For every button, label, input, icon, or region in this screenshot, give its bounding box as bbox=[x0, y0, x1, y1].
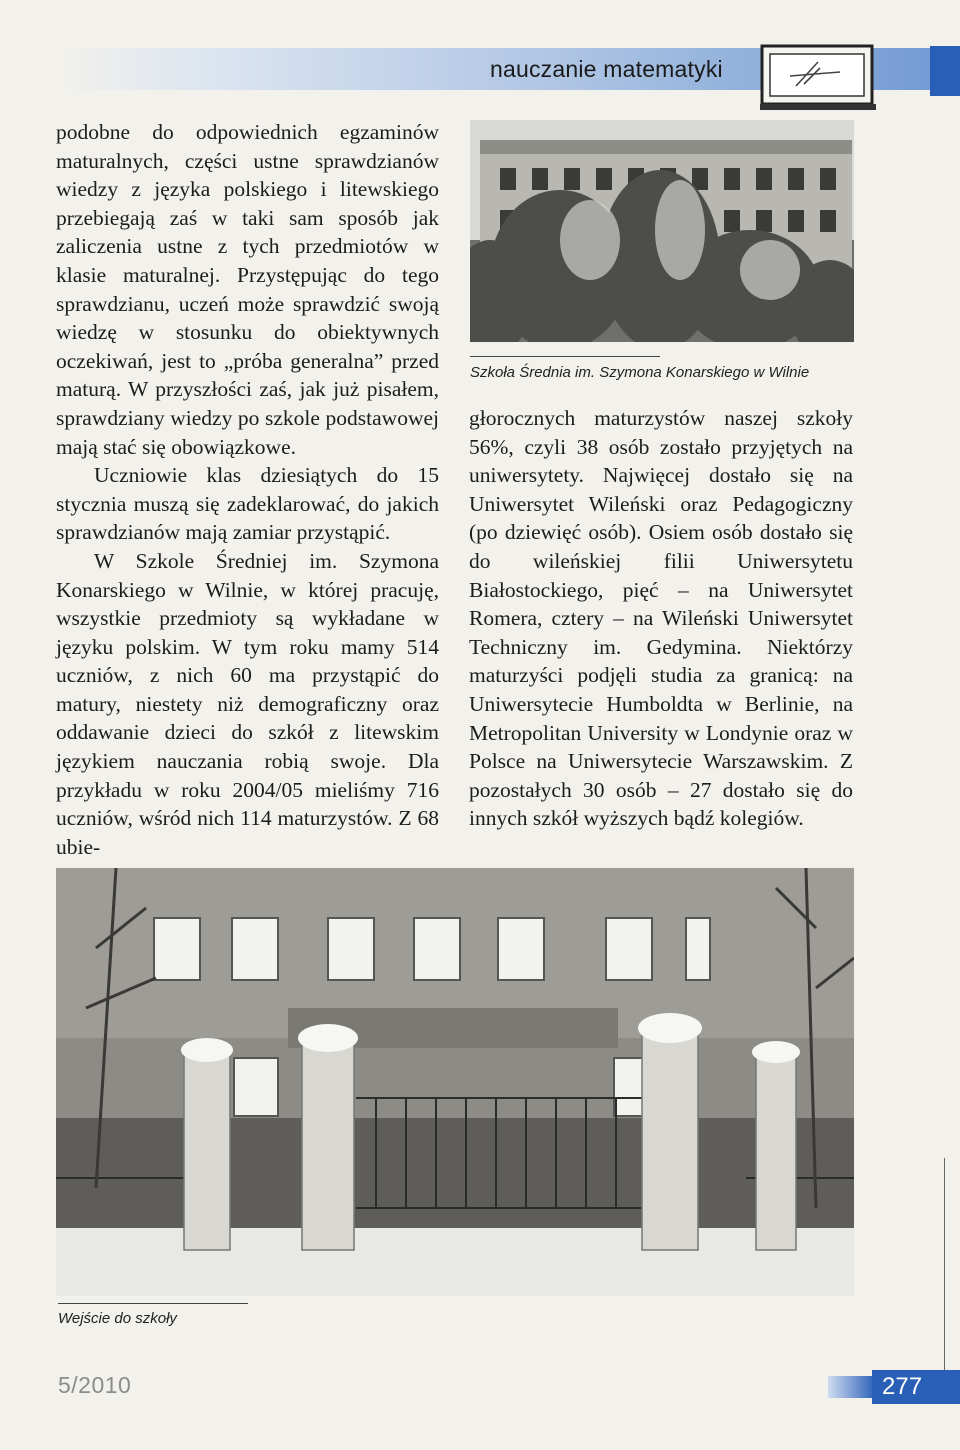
bottom-photo-caption: Wejście do szkoły bbox=[58, 1310, 177, 1327]
chalkboard-icon bbox=[760, 40, 884, 114]
school-entrance-photo bbox=[56, 868, 854, 1296]
top-photo-caption: Szkoła Średnia im. Szymona Konarskiego w Wilnie bbox=[470, 364, 810, 381]
issue-number: 5/2010 bbox=[58, 1372, 132, 1398]
paragraph: Uczniowie klas dziesiątych do 15 stycznia muszą się zadeklarować, do jakich sprawdzianów mają zamiar przystąpić. bbox=[56, 463, 439, 545]
header-accent-bar bbox=[930, 46, 960, 96]
right-text-column bbox=[469, 404, 853, 833]
page-number: 277 bbox=[872, 1370, 960, 1404]
section-title: nauczanie matematyki bbox=[490, 56, 723, 82]
school-building-photo bbox=[470, 120, 854, 342]
paragraph: W Szkole Średniej im. Szymona Konarskiego w Wilnie, w której pracuję, wszystkie przedmioty są wykładane w języku polskim. W tym roku mamy 514 uczniów, z nich 60 ma przystąpić do matury, niestety niż demograficzny oraz oddawanie dzieci do szkół z litewskim językiem nauczania robią swoje. Dla przykładu w roku 2004/05 mieliśmy 716 uczniów, wśród nich 114 maturzystów. Z 68 ubie- bbox=[56, 548, 439, 859]
footer-accent-bar bbox=[828, 1376, 876, 1398]
left-text-column bbox=[56, 118, 439, 861]
paragraph: podobne do odpowiednich egzaminów maturalnych, części ustne sprawdzianów wiedzy z języka polskiego i litewskiego przebiegają zaś w taki sam sposób jak zaliczenia ustne z tych przedmiotów w klasie maturalnej. Przystępując do tego sprawdzianu, uczeń może sprawdzić swoją wiedzę w stosunku do obiektywnych oczekiwań, jest to „próba generalna” przed maturą. W przyszłości zaś, jak już pisałem, sprawdziany wiedzy po szkole podstawowej mają stać się obowiązkowe. bbox=[56, 120, 439, 459]
paragraph: głorocznych maturzystów naszej szkoły 56%, czyli 38 osób zostało przyjętych na uniwersytety. Najwięcej dostało się na Uniwersytet Wileński oraz Pedagogiczny (po dziewięć osób). Osiem osób dostało się do wileńskiej filii Uniwersytetu Białostockiego, pięć – na Uniwersytet Romera, cztery – na Wileński Uniwersytet Techniczny im. Gedymina. Niektórzy maturzyści podjęli studia za granicą: na Uniwersytecie Humboldta w Berlinie, na Metropolitan University w Londynie oraz w Polsce na Uniwersytecie Warszawskim. Z pozostałych 30 osób – 27 dostało się do innych szkół wyższych bądź kolegiów. bbox=[469, 406, 853, 831]
caption-rule bbox=[58, 1303, 248, 1304]
caption-rule bbox=[470, 356, 660, 357]
margin-line bbox=[944, 1158, 945, 1388]
